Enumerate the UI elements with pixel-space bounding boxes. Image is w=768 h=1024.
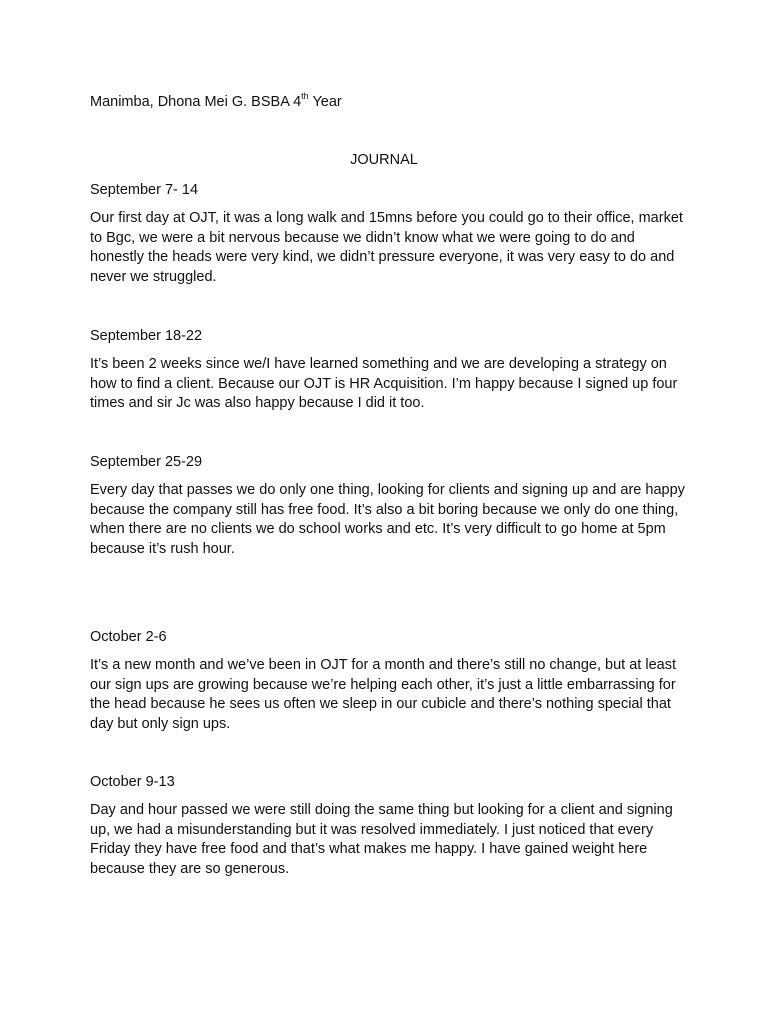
- student-name-line: Manimba, Dhona Mei G. BSBA 4: [90, 94, 302, 110]
- entry-date: October 2-6: [90, 629, 167, 645]
- journal-title: JOURNAL: [350, 152, 418, 168]
- entry-date: October 9-13: [90, 774, 175, 790]
- entry-date: September 18-22: [90, 328, 203, 344]
- entry-body: Our first day at OJT, it was a long walk and 15mns before you could go to their office, market to Bgc, we were a bit nervous because we didn’t know what we were going to do and honestly the heads were very kind, we didn’t pressure everyone, it was very easy to do and never we struggled.: [90, 210, 683, 285]
- student-header: [90, 92, 342, 112]
- year-word: Year: [308, 94, 342, 110]
- entry-body: It’s a new month and we’ve been in OJT for a month and there’s still no change, but at least our sign ups are growing because we’re helping each other, it’s just a little embarrassing for the head because he sees us often we sleep in our cubicle and there’s nothing special that day but only sign ups.: [90, 657, 676, 732]
- entry-date: September 25-29: [90, 454, 203, 470]
- entry-body: It’s been 2 weeks since we/I have learned something and we are developing a strategy on how to find a client. Because our OJT is HR Acquisition. I’m happy because I signed up four times and sir Jc was also happy because I did it too.: [90, 356, 678, 411]
- entry-body: Every day that passes we do only one thing, looking for clients and signing up and are happy because the company still has free food. It’s also a bit boring because we only do one thing, when there are no clients we do school works and etc. It’s very difficult to go home at 5pm because it’s rush hour.: [90, 482, 685, 557]
- year-ordinal-suffix: th: [301, 91, 309, 102]
- entry-date: September 7- 14: [90, 182, 199, 198]
- entry-body: Day and hour passed we were still doing the same thing but looking for a client and signing up, we had a misunderstanding but it was resolved immediately. I just noticed that every Friday they have free food and that’s what makes me happy. I have gained weight here because they are so generous.: [90, 802, 673, 877]
